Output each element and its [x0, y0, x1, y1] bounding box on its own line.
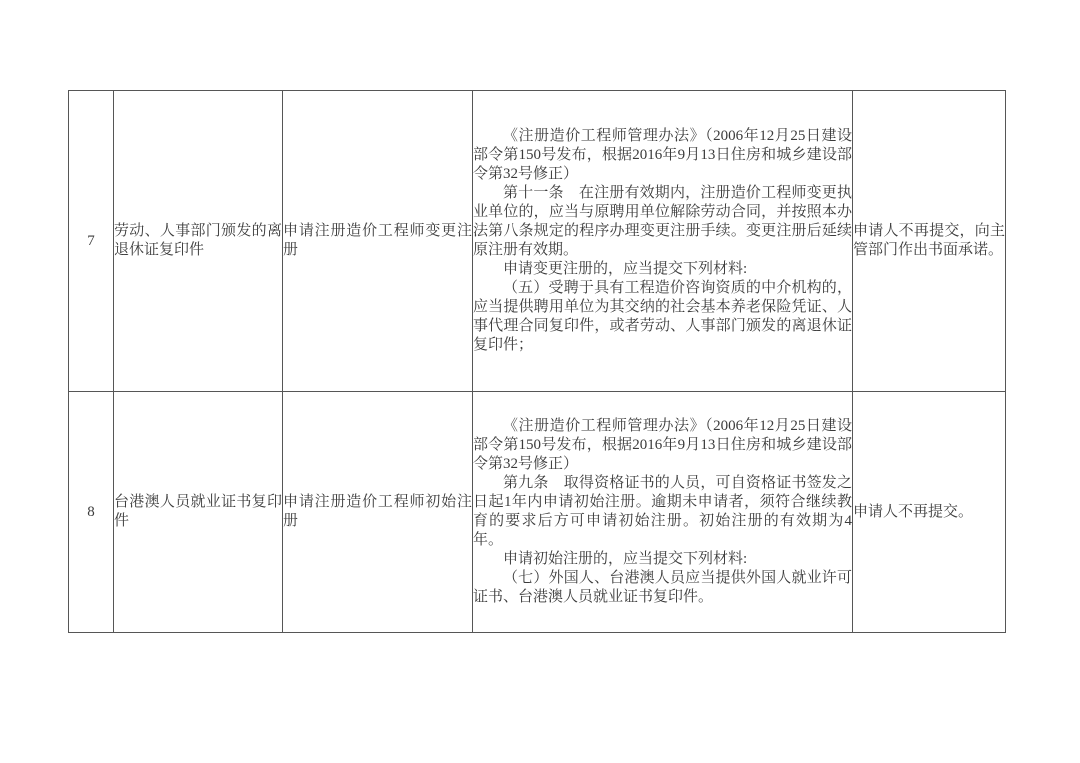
handling-measure-text: 申请人不再提交。: [853, 503, 974, 520]
cell-legal-basis: [473, 392, 853, 633]
material-name-text: 台港澳人员就业证书复印件: [114, 494, 282, 529]
basis-paragraph: 第十一条 在注册有效期内，注册造价工程师变更执业单位的，应当与原聘用单位解除劳动合同，并按照本办法第八条规定的程序办理变更注册手续。变更注册后延续原注册有效期。: [473, 185, 852, 258]
basis-paragraph: 第九条 取得资格证书的人员，可自资格证书签发之日起1年内申请初始注册。逾期未申请者，须符合继续教育的要求后方可申请初始注册。初始注册的有效期为4年。: [473, 475, 852, 548]
service-item-text: 申请注册造价工程师变更注册: [283, 223, 472, 258]
cell-handling-measure: [853, 392, 1006, 633]
table-row-8: [69, 392, 1006, 633]
cell-seq-number: 8: [69, 392, 114, 633]
basis-paragraph: （七）外国人、台港澳人员应当提供外国人就业许可证书、台港澳人员就业证书复印件。: [473, 570, 852, 605]
materials-table: [68, 90, 1006, 633]
cell-legal-basis: [473, 91, 853, 392]
basis-paragraph: 申请变更注册的，应当提交下列材料:: [503, 261, 748, 277]
cell-seq-number: 7: [69, 91, 114, 392]
basis-paragraph: 申请初始注册的，应当提交下列材料:: [503, 551, 748, 567]
material-name-text: 劳动、人事部门颁发的离退休证复印件: [114, 223, 282, 258]
service-item-text: 申请注册造价工程师初始注册: [283, 494, 472, 529]
basis-paragraph: 《注册造价工程师管理办法》（2006年12月25日建设部令第150号发布，根据2016年9月13日住房和城乡建设部令第32号修正）: [473, 418, 852, 472]
basis-paragraph: 《注册造价工程师管理办法》（2006年12月25日建设部令第150号发布，根据2016年9月13日住房和城乡建设部令第32号修正）: [473, 128, 852, 182]
cell-service-item: [283, 392, 473, 633]
cell-material-name: [114, 91, 283, 392]
table-row-7: [69, 91, 1006, 392]
handling-measure-text: 申请人不再提交，向主管部门作出书面承诺。: [853, 223, 1005, 258]
cell-material-name: [114, 392, 283, 633]
basis-paragraph: （五）受聘于具有工程造价咨询资质的中介机构的，应当提供聘用单位为其交纳的社会基本养老保险凭证、人事代理合同复印件，或者劳动、人事部门颁发的离退休证复印件；: [473, 280, 852, 353]
cell-handling-measure: [853, 91, 1006, 392]
cell-service-item: [283, 91, 473, 392]
